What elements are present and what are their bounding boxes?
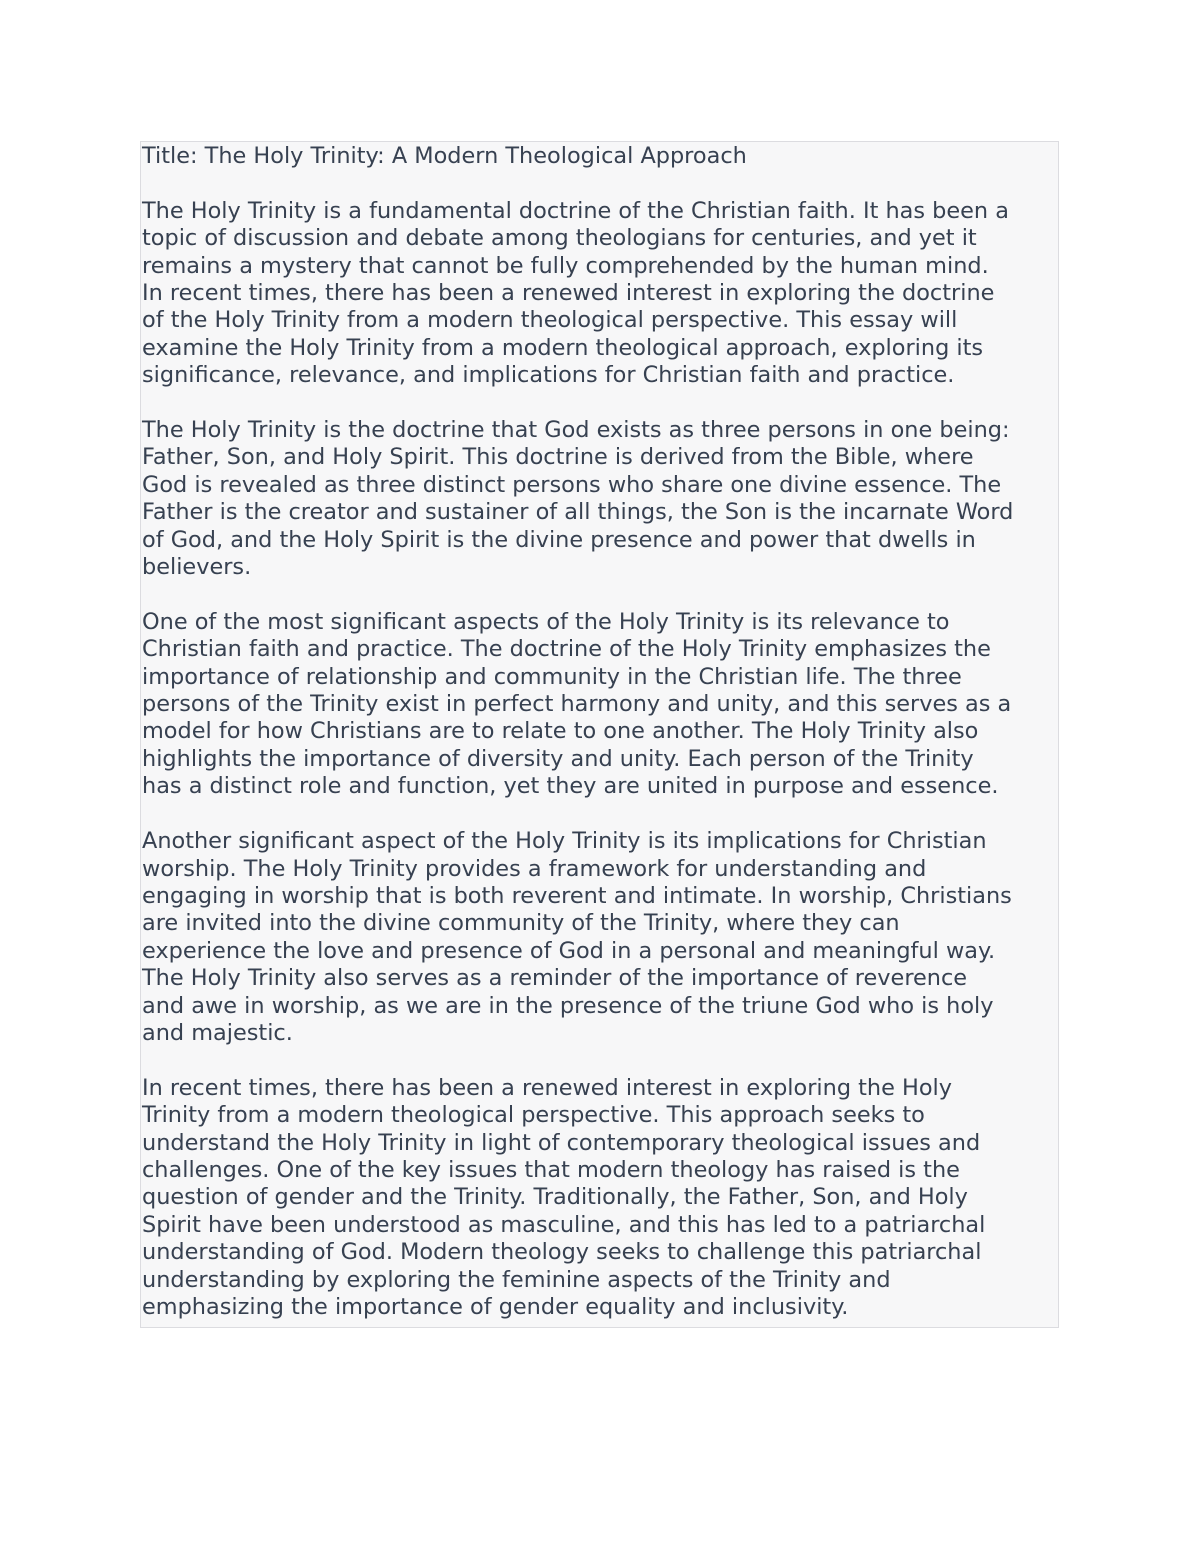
paragraph-line: remains a mystery that cannot be fully comprehended by the human mind. (142, 252, 989, 279)
paragraph-line: and majestic. (142, 1019, 293, 1046)
paragraph-3 (142, 609, 1058, 801)
paragraph-line: examine the Holy Trinity from a modern theological approach, exploring its (142, 334, 984, 361)
paragraph-line: of God, and the Holy Spirit is the divine presence and power that dwells in (142, 526, 976, 553)
paragraph-line: understand the Holy Trinity in light of contemporary theological issues and (142, 1129, 981, 1156)
paragraph-line: worship. The Holy Trinity provides a framework for understanding and (142, 855, 927, 882)
paragraph-line: challenges. One of the key issues that modern theology has raised is the (142, 1156, 960, 1183)
paragraph-line: are invited into the divine community of the Trinity, where they can (142, 910, 900, 937)
paragraph-line: Father is the creator and sustainer of all things, the Son is the incarnate Word (142, 499, 1014, 526)
paragraph-line: question of gender and the Trinity. Traditionally, the Father, Son, and Holy (142, 1184, 968, 1211)
paragraph-line: The Holy Trinity is the doctrine that God exists as three persons in one being: (142, 417, 1010, 444)
paragraph-line: significance, relevance, and implications for Christian faith and practice. (142, 362, 955, 389)
essay-title (142, 143, 1058, 170)
paragraph-line: topic of discussion and debate among theologians for centuries, and yet it (142, 225, 977, 252)
paragraph-line: Trinity from a modern theological perspective. This approach seeks to (142, 1102, 925, 1129)
paragraph-5 (142, 1075, 1058, 1322)
paragraph-line: Spirit have been understood as masculine, and this has led to a patriarchal (142, 1211, 986, 1238)
paragraph-line: In recent times, there has been a renewed interest in exploring the Holy (142, 1074, 953, 1101)
paragraph-line: God is revealed as three distinct persons who share one divine essence. The (142, 471, 1002, 498)
paragraph-line: Father, Son, and Holy Spirit. This doctrine is derived from the Bible, where (142, 444, 974, 471)
paragraph-line: persons of the Trinity exist in perfect harmony and unity, and this serves as a (142, 691, 1012, 718)
paragraph-2 (142, 417, 1058, 581)
paragraph-1 (142, 198, 1058, 390)
paragraph-line: importance of relationship and community in the Christian life. The three (142, 663, 962, 690)
paragraph-line: of the Holy Trinity from a modern theological perspective. This essay will (142, 307, 958, 334)
paragraph-line: In recent times, there has been a renewed interest in exploring the doctrine (142, 280, 995, 307)
paragraph-line: experience the love and presence of God in a personal and meaningful way. (142, 937, 996, 964)
title-line: Title: The Holy Trinity: A Modern Theological Approach (142, 143, 747, 169)
paragraph-4 (142, 828, 1058, 1047)
essay-text-box (140, 141, 1059, 1328)
paragraph-line: The Holy Trinity is a fundamental doctrine of the Christian faith. It has been a (142, 197, 1009, 224)
paragraph-line: The Holy Trinity also serves as a reminder of the importance of reverence (142, 965, 968, 992)
paragraph-line: engaging in worship that is both reverent and intimate. In worship, Christians (142, 882, 1012, 909)
paragraph-line: understanding by exploring the feminine aspects of the Trinity and (142, 1266, 891, 1293)
paragraph-line: and awe in worship, as we are in the presence of the triune God who is holy (142, 992, 994, 1019)
paragraph-line: One of the most significant aspects of the Holy Trinity is its relevance to (142, 608, 950, 635)
paragraph-line: has a distinct role and function, yet they are united in purpose and essence. (142, 773, 999, 800)
paragraph-line: believers. (142, 554, 252, 581)
paragraph-line: Christian faith and practice. The doctrine of the Holy Trinity emphasizes the (142, 636, 991, 663)
paragraph-line: Another significant aspect of the Holy Trinity is its implications for Christian (142, 828, 987, 855)
paragraph-line: understanding of God. Modern theology seeks to challenge this patriarchal (142, 1239, 982, 1266)
paragraph-line: emphasizing the importance of gender equality and inclusivity. (142, 1293, 849, 1320)
paragraph-line: model for how Christians are to relate to one another. The Holy Trinity also (142, 718, 979, 745)
paragraph-line: highlights the importance of diversity and unity. Each person of the Trinity (142, 745, 974, 772)
